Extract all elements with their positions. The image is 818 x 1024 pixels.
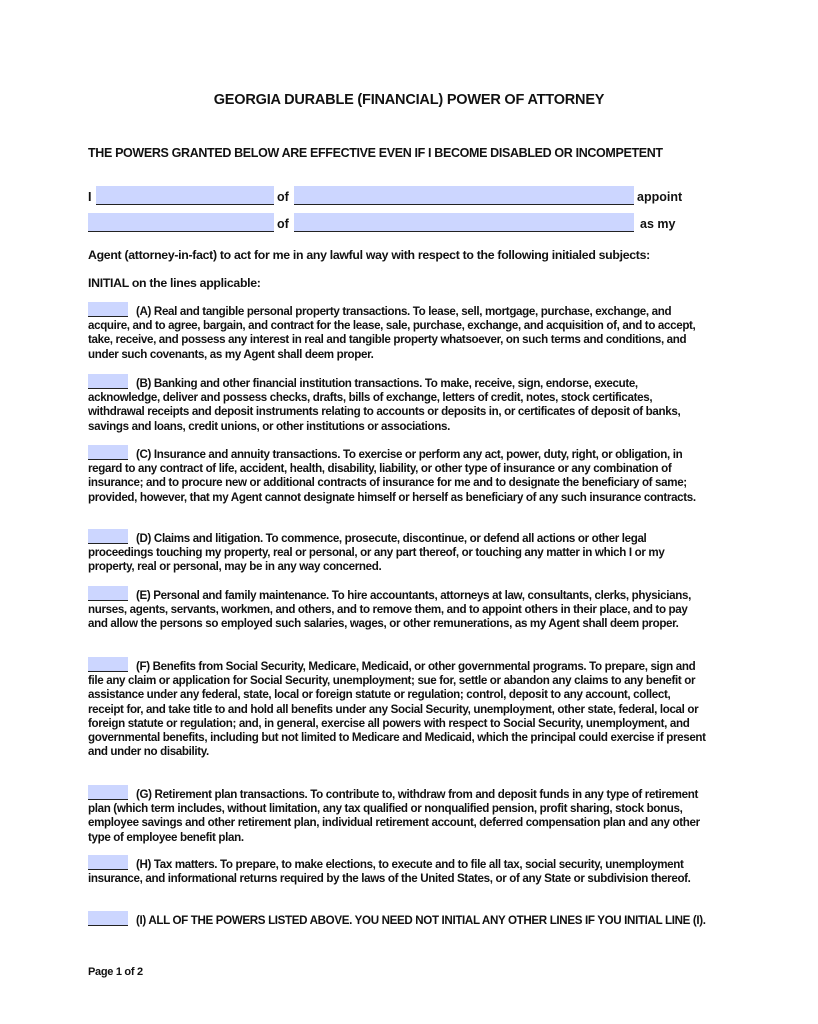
agent-address-field[interactable]: [294, 213, 634, 232]
section-d-text: (D) Claims and litigation. To commence, prosecute, discontinue, or defend all actions or other legal proceedings touching my property, real or personal, or any part thereof, or touching any matter in which I or my property, real or personal, may be in any way concerned.: [88, 532, 665, 574]
principal-prefix: I: [88, 190, 92, 204]
principal-address-field[interactable]: [294, 186, 634, 205]
document-title: GEORGIA DURABLE (FINANCIAL) POWER OF ATTORNEY: [213, 92, 605, 108]
section-h: [88, 855, 708, 886]
section-c-text: (C) Insurance and annuity transactions. To exercise or perform any act, power, duty, right, or obligation, in regard to any contract of life, accident, health, disability, liability, or other type of insurance or any combination of insurance; and to procure new or additional contracts of insurance for me and to designate the beneficiary of same; provided, however, that my Agent cannot designate himself or herself as beneficiary of any such insurance contracts.: [88, 448, 696, 504]
initial-field-g[interactable]: [88, 785, 128, 800]
section-f-text: (F) Benefits from Social Security, Medicare, Medicaid, or other governmental programs. To prepare, sign and file any claim or application for Social Security, unemployment; sue for, settle or abandon any claims to any benefit or assistance under any federal, state, local or foreign statute or regulation; control, deposit to any account, collect, receipt for, and take title to and hold all benefits under any Social Security, unemployment, other state, federal, local or foreign statute or regulation; and, in general, exercise all powers with respect to Social Security, unemployment, and governmental benefits, including but not limited to Medicare and Medicaid, which the principal could exercise if present and under no disability.: [88, 660, 706, 759]
section-g: [88, 785, 708, 845]
section-e: [88, 586, 708, 632]
principal-of-label: of: [277, 190, 289, 204]
initial-field-i[interactable]: [88, 911, 128, 926]
section-b: [88, 374, 708, 434]
section-c: [88, 445, 708, 505]
principal-name-field[interactable]: [96, 186, 274, 205]
agent-statement: Agent (attorney-in-fact) to act for me in any lawful way with respect to the following initialed subjects:: [88, 248, 650, 262]
section-a-text: (A) Real and tangible personal property transactions. To lease, sell, mortgage, purchase, exchange, and acquire, and to agree, bargain, and contract for the lease, sale, purchase, exchange, and acquisition of, and to accept, take, receive, and possess any interest in real and tangible property whatsoever, on such terms and conditions, and under such covenants, as my Agent shall deem proper.: [88, 305, 696, 361]
initial-field-c[interactable]: [88, 445, 128, 460]
appoint-label: appoint: [637, 190, 683, 204]
section-f: [88, 657, 708, 759]
section-b-text: (B) Banking and other financial institution transactions. To make, receive, sign, endorse, execute, acknowledge, deliver and possess checks, drafts, bills of exchange, letters of credit, notes, stock certificates, withdrawal receipts and deposit instruments relating to accounts or deposits in, or certificates of deposit of banks, savings and loans, credit unions, or other institutions or associations.: [88, 377, 681, 433]
initial-field-f[interactable]: [88, 657, 128, 672]
section-h-text: (H) Tax matters. To prepare, to make elections, to execute and to file all tax, social security, unemployment insurance, and informational returns required by the laws of the United States, or of any State or subdivision thereof.: [88, 858, 691, 886]
section-a: [88, 302, 708, 362]
agent-name-field[interactable]: [88, 213, 274, 232]
initial-field-e[interactable]: [88, 586, 128, 601]
initial-field-a[interactable]: [88, 302, 128, 317]
section-g-text: (G) Retirement plan transactions. To contribute to, withdraw from and deposit funds in any type of retirement plan (which term includes, without limitation, any tax qualified or nonqualified pension, profit sharing, stock bonus, employee savings and other retirement plan, individual retirement account, deferred compensation plan and any other type of employee benefit plan.: [88, 788, 700, 844]
principal-line: [88, 184, 688, 206]
section-d: [88, 529, 708, 575]
initial-field-d[interactable]: [88, 529, 128, 544]
page-number: Page 1 of 2: [88, 966, 143, 978]
initial-field-h[interactable]: [88, 855, 128, 870]
agent-line: [88, 211, 688, 233]
section-e-text: (E) Personal and family maintenance. To hire accountants, attorneys at law, consultants, clerks, physicians, nurses, agents, servants, workmen, and others, and to remove them, and to appoint others in their place, and to pay and allow the persons so employed such salaries, wages, or other remunerations, as my Agent shall deem proper.: [88, 589, 691, 631]
section-i: [88, 911, 708, 928]
agent-of-label: of: [277, 217, 289, 231]
initial-field-b[interactable]: [88, 374, 128, 389]
initial-instruction: INITIAL on the lines applicable:: [88, 276, 261, 290]
as-my-label: as my: [640, 217, 676, 231]
section-i-text: (I) ALL OF THE POWERS LISTED ABOVE. YOU NEED NOT INITIAL ANY OTHER LINES IF YOU INITIAL LINE (I).: [136, 914, 706, 927]
document-subtitle: THE POWERS GRANTED BELOW ARE EFFECTIVE EVEN IF I BECOME DISABLED OR INCOMPETENT: [88, 146, 663, 160]
